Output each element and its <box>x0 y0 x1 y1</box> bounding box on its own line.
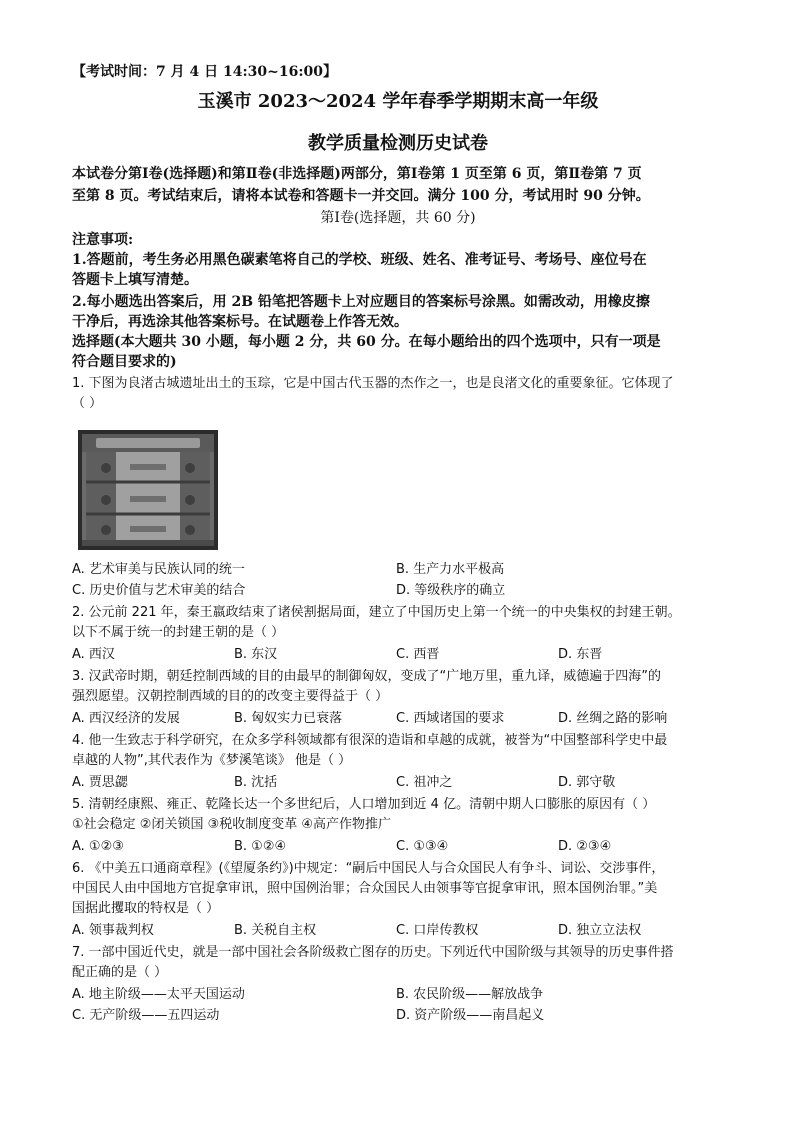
option-c: C. 西晋 <box>396 647 440 662</box>
question-stem: 7. 一部中国近代史，就是一部中国社会各阶级救亡图存的历史。下列近代中国阶级与其领导的历史事件搭 <box>72 945 674 960</box>
option-b: B. 匈奴实力已衰落 <box>234 711 343 726</box>
question-stem: 3. 汉武帝时期，朝廷控制西域的目的由最早的制御匈奴，变成了“广地万里，重九译，威德遍于四海”的 <box>72 669 662 684</box>
option-c: C. 历史价值与艺术审美的结合 <box>72 583 246 598</box>
jade-cong-illustration <box>78 430 218 550</box>
section-instruction: 符合题目要求的) <box>72 354 177 370</box>
option-d: D. 等级秩序的确立 <box>396 583 506 598</box>
question-stem: 2. 公元前 221 年，秦王嬴政结束了诸侯割据局面，建立了中国历史上第一个统一的中央集权的封建王朝。 <box>72 605 681 620</box>
option-a: A. 艺术审美与民族认同的统一 <box>72 562 245 577</box>
option-b: B. 沈括 <box>234 775 278 790</box>
option-d: D. 东晋 <box>558 647 603 662</box>
question-stem: 中国民人由中国地方官捉拿审讯，照中国例治罪；合众国民人由领事等官捉拿审讯，照本国例治罪。”美 <box>72 881 658 896</box>
option-b: B. ①②④ <box>234 839 287 854</box>
option-d: D. ②③④ <box>558 839 612 854</box>
option-c: C. 祖冲之 <box>396 775 453 790</box>
question-stem: 6. 《中美五口通商章程》(《望厦条约》)中规定：“嗣后中国民人与合众国民人有争斗、词讼、交涉事件， <box>72 861 665 876</box>
option-b: B. 生产力水平极高 <box>396 562 505 577</box>
option-a: A. 贾思勰 <box>72 775 128 790</box>
option-c: C. 无产阶级——五四运动 <box>72 1008 220 1023</box>
option-b: B. 关税自主权 <box>234 923 317 938</box>
question-stem: 4. 他一生致志于科学研究，在众多学科领域都有很深的造诣和卓越的成就，被誉为“中国整部科学史中最 <box>72 733 668 748</box>
section-instruction: 选择题(本大题共 30 小题，每小题 2 分，共 60 分。在每小题给出的四个选项中，只有一项是 <box>72 334 661 350</box>
option-b: B. 东汉 <box>234 647 278 662</box>
question-stem: 配正确的是（ ） <box>72 965 168 980</box>
option-a: A. 西汉经济的发展 <box>72 711 180 726</box>
page-title: 玉溪市 2023～2024 学年春季学期期末高一年级 <box>197 91 599 112</box>
option-d: D. 独立立法权 <box>558 923 642 938</box>
question-stem: 1. 下图为良渚古城遗址出土的玉琮，它是中国古代玉器的杰作之一，也是良渚文化的重要象征。它体现了 <box>72 376 674 391</box>
note-line: 答题卡上填写清楚。 <box>72 272 198 288</box>
notes-heading: 注意事项: <box>72 232 134 248</box>
question-stem: 以下不属于统一的封建王朝的是（ ） <box>72 625 285 640</box>
part-heading: 第Ⅰ卷(选择题，共 60 分) <box>320 210 476 226</box>
exam-time: 【考试时间：7 月 4 日 14:30~16:00】 <box>72 64 337 80</box>
question-stem: （ ） <box>72 396 103 411</box>
question-stem: 卓越的人物”,其代表作为《梦溪笔谈》 他是（ ） <box>72 753 352 768</box>
option-a: A. ①②③ <box>72 839 124 854</box>
option-c: C. 口岸传教权 <box>396 923 479 938</box>
option-c: C. 西域诸国的要求 <box>396 711 505 726</box>
option-c: C. ①③④ <box>396 839 449 854</box>
intro-line: 本试卷分第Ⅰ卷(选择题)和第Ⅱ卷(非选择题)两部分，第Ⅰ卷第 1 页至第 6 页，第Ⅱ卷第 7 页 <box>72 166 642 182</box>
intro-line: 至第 8 页。考试结束后，请将本试卷和答题卡一并交回。满分 100 分，考试用时 90 分钟。 <box>72 188 650 204</box>
note-line: 2.每小题选出答案后，用 2B 铅笔把答题卡上对应题目的答案标号涂黑。如需改动，用橡皮擦 <box>72 294 650 310</box>
note-line: 1.答题前，考生务必用黑色碳素笔将自己的学校、班级、姓名、准考证号、考场号、座位号在 <box>72 252 647 268</box>
option-a: A. 地主阶级——太平天国运动 <box>72 987 245 1002</box>
option-a: A. 西汉 <box>72 647 115 662</box>
option-b: B. 农民阶级——解放战争 <box>396 987 544 1002</box>
option-a: A. 领事裁判权 <box>72 923 154 938</box>
question-stem: 国据此攫取的特权是（ ） <box>72 901 220 916</box>
jade-cong-photo <box>78 430 218 550</box>
page-subtitle: 教学质量检测历史试卷 <box>308 133 488 154</box>
note-line: 干净后，再选涂其他答案标号。在试题卷上作答无效。 <box>72 314 408 330</box>
option-d: D. 资产阶级——南昌起义 <box>396 1008 545 1023</box>
option-d: D. 丝绸之路的影响 <box>558 711 668 726</box>
question-stem: 强烈愿望。汉朝控制西域的目的的改变主要得益于（ ） <box>72 689 389 704</box>
question-stem: ①社会稳定 ②闭关锁国 ③税收制度变革 ④高产作物推广 <box>72 817 392 832</box>
option-d: D. 郭守敬 <box>558 775 616 790</box>
question-stem: 5. 清朝经康熙、雍正、乾隆长达一个多世纪后，人口增加到近 4 亿。清朝中期人口膨胀的原因有（ ） <box>72 797 656 812</box>
